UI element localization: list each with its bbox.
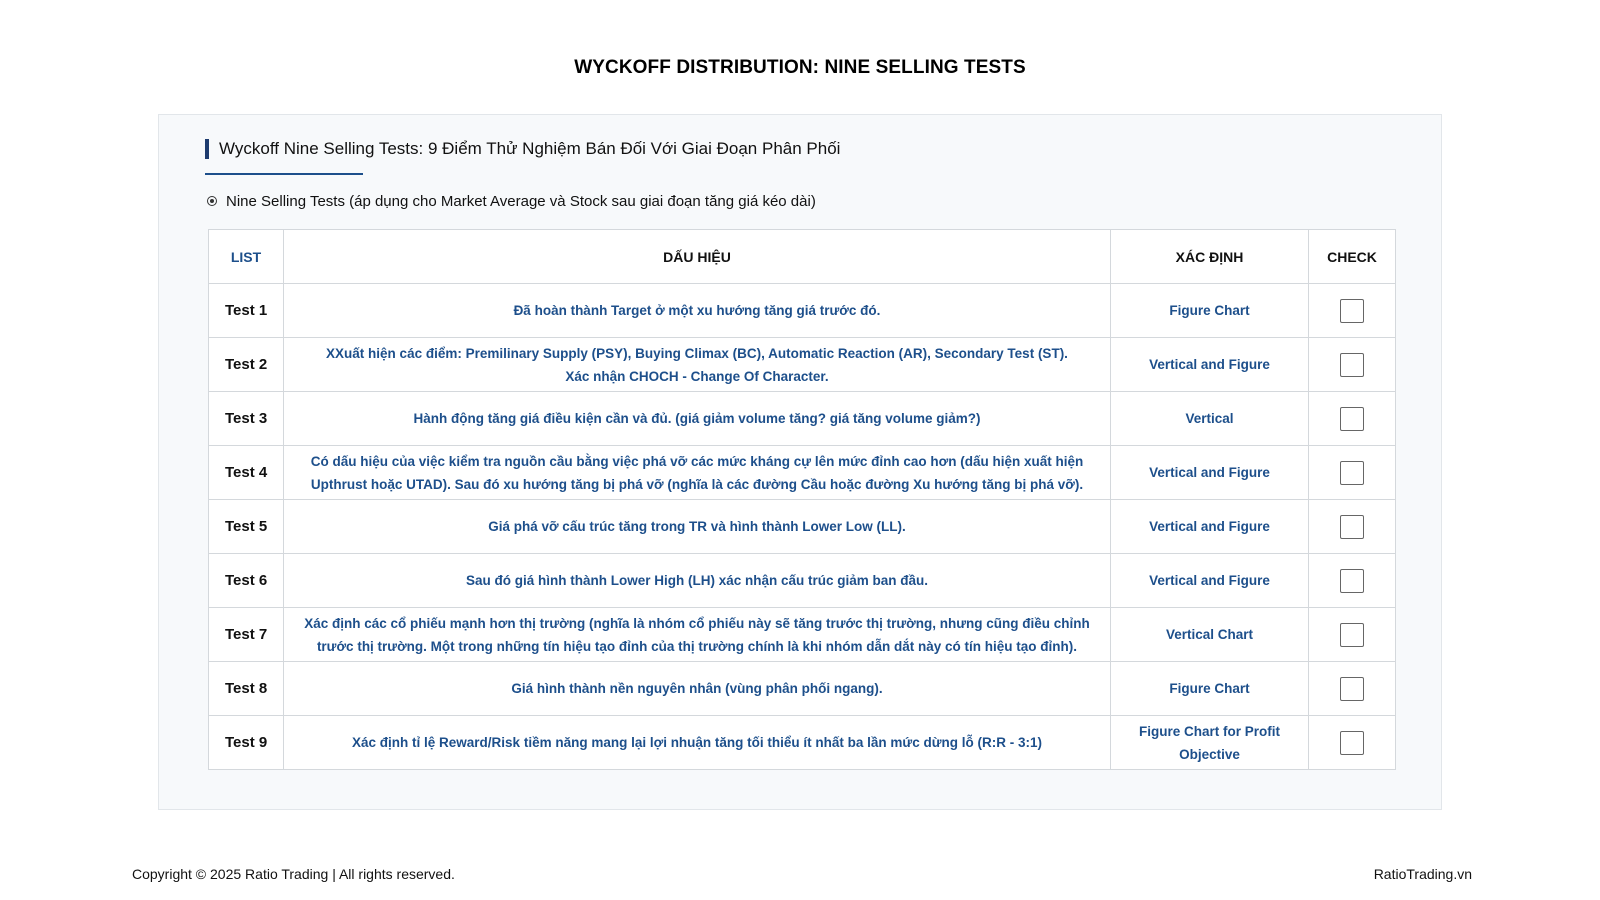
signal-cell — [284, 392, 1111, 446]
check-cell — [1309, 662, 1396, 716]
signal-cell — [284, 554, 1111, 608]
signal-line: Xác nhận CHOCH - Change Of Character. — [565, 368, 829, 384]
identify-cell: Vertical and Figure — [1111, 338, 1309, 392]
page-title: WYCKOFF DISTRIBUTION: NINE SELLING TESTS — [574, 57, 1026, 78]
radio-bullet-icon — [207, 196, 217, 206]
identify-cell: Vertical — [1111, 392, 1309, 446]
test-name-cell: Test 4 — [209, 446, 284, 500]
test-name-cell: Test 3 — [209, 392, 284, 446]
identify-cell: Vertical and Figure — [1111, 446, 1309, 500]
bullet-text: Nine Selling Tests (áp dụng cho Market Average và Stock sau giai đoạn tăng giá kéo dài) — [226, 193, 816, 210]
content-panel — [158, 114, 1442, 810]
table-row — [209, 662, 1396, 716]
test-name-cell: Test 2 — [209, 338, 284, 392]
check-cell — [1309, 338, 1396, 392]
test-name-cell: Test 7 — [209, 608, 284, 662]
table-row — [209, 392, 1396, 446]
check-checkbox[interactable] — [1340, 407, 1364, 431]
signal-cell — [284, 662, 1111, 716]
check-cell — [1309, 446, 1396, 500]
check-cell — [1309, 500, 1396, 554]
test-name-cell: Test 8 — [209, 662, 284, 716]
signal-cell — [284, 500, 1111, 554]
identify-cell: Figure Chart — [1111, 284, 1309, 338]
check-checkbox[interactable] — [1340, 677, 1364, 701]
test-name-cell: Test 5 — [209, 500, 284, 554]
signal-line: Đã hoàn thành Target ở một xu hướng tăng giá trước đó. — [513, 303, 881, 318]
signal-cell — [284, 338, 1111, 392]
signal-cell — [284, 608, 1111, 662]
test-name-cell: Test 1 — [209, 284, 284, 338]
table-header-row — [209, 230, 1396, 284]
check-checkbox[interactable] — [1340, 353, 1364, 377]
header-list: LIST — [209, 230, 284, 284]
table-row — [209, 284, 1396, 338]
table-row — [209, 500, 1396, 554]
check-cell — [1309, 284, 1396, 338]
identify-cell: Vertical Chart — [1111, 608, 1309, 662]
signal-cell — [284, 716, 1111, 770]
header-signal: DẤU HIỆU — [284, 230, 1111, 284]
signal-line: trước thị trường. Một trong những tín hiệu tạo đỉnh của thị trường chính là khi nhóm dẫn dắt này có tín hiệu tạo đỉnh). — [316, 638, 1078, 654]
check-cell — [1309, 392, 1396, 446]
identify-cell: Vertical and Figure — [1111, 554, 1309, 608]
signal-line: XXuất hiện các điểm: Premilinary Supply (PSY), Buying Climax (BC), Automatic Reaction (AR), Secondary Test (ST). — [326, 345, 1068, 361]
check-checkbox[interactable] — [1340, 569, 1364, 593]
signal-line: Hành động tăng giá điều kiện cần và đủ. (giá giảm volume tăng? giá tăng volume giảm?) — [413, 411, 981, 426]
header-check: CHECK — [1309, 230, 1396, 284]
table-row — [209, 608, 1396, 662]
table-row — [209, 554, 1396, 608]
footer-copyright: Copyright © 2025 Ratio Trading | All rights reserved. — [132, 866, 455, 882]
signal-line: Xác định tỉ lệ Reward/Risk tiềm năng mang lại lợi nhuận tăng tối thiểu ít nhất ba lần mức dừng lỗ (R:R - 3:1) — [352, 735, 1042, 750]
check-cell — [1309, 716, 1396, 770]
signal-line: Sau đó giá hình thành Lower High (LH) xác nhận cấu trúc giảm ban đầu. — [465, 573, 929, 588]
bullet-line — [207, 192, 816, 212]
header-identify: XÁC ĐỊNH — [1111, 230, 1309, 284]
signal-cell — [284, 446, 1111, 500]
identify-cell: Figure Chart for Profit Objective — [1111, 716, 1309, 770]
signal-line: Xác định các cổ phiếu mạnh hơn thị trường (nghĩa là nhóm cổ phiếu này sẽ tăng trước thị trường, nhưng cũng điều chỉnh — [304, 615, 1090, 631]
footer-site-link[interactable]: RatioTrading.vn — [1373, 866, 1472, 882]
selling-tests-table — [208, 229, 1396, 770]
identify-cell: Figure Chart — [1111, 662, 1309, 716]
signal-line: Giá phá vỡ cấu trúc tăng trong TR và hình thành Lower Low (LL). — [488, 519, 906, 534]
check-checkbox[interactable] — [1340, 299, 1364, 323]
test-name-cell: Test 6 — [209, 554, 284, 608]
section-heading: Wyckoff Nine Selling Tests: 9 Điểm Thử Nghiệm Bán Đối Với Giai Đoạn Phân Phối — [205, 139, 840, 159]
signal-line: Có dấu hiệu của việc kiểm tra nguồn cầu bằng việc phá vỡ các mức kháng cự lên mức đỉnh cao hơn (dấu hiện xuất hiện — [310, 453, 1084, 469]
identify-cell: Vertical and Figure — [1111, 500, 1309, 554]
check-checkbox[interactable] — [1340, 731, 1364, 755]
check-cell — [1309, 554, 1396, 608]
heading-underline — [205, 173, 363, 175]
test-name-cell: Test 9 — [209, 716, 284, 770]
table-row — [209, 716, 1396, 770]
table-row — [209, 338, 1396, 392]
check-checkbox[interactable] — [1340, 515, 1364, 539]
check-checkbox[interactable] — [1340, 623, 1364, 647]
check-cell — [1309, 608, 1396, 662]
signal-line: Giá hình thành nền nguyên nhân (vùng phân phối ngang). — [511, 681, 883, 696]
check-checkbox[interactable] — [1340, 461, 1364, 485]
table-row — [209, 446, 1396, 500]
signal-line: Upthrust hoặc UTAD). Sau đó xu hướng tăng bị phá vỡ (nghĩa là các đường Cầu hoặc đường Xu hướng tăng bị phá vỡ). — [310, 476, 1084, 492]
signal-cell — [284, 284, 1111, 338]
